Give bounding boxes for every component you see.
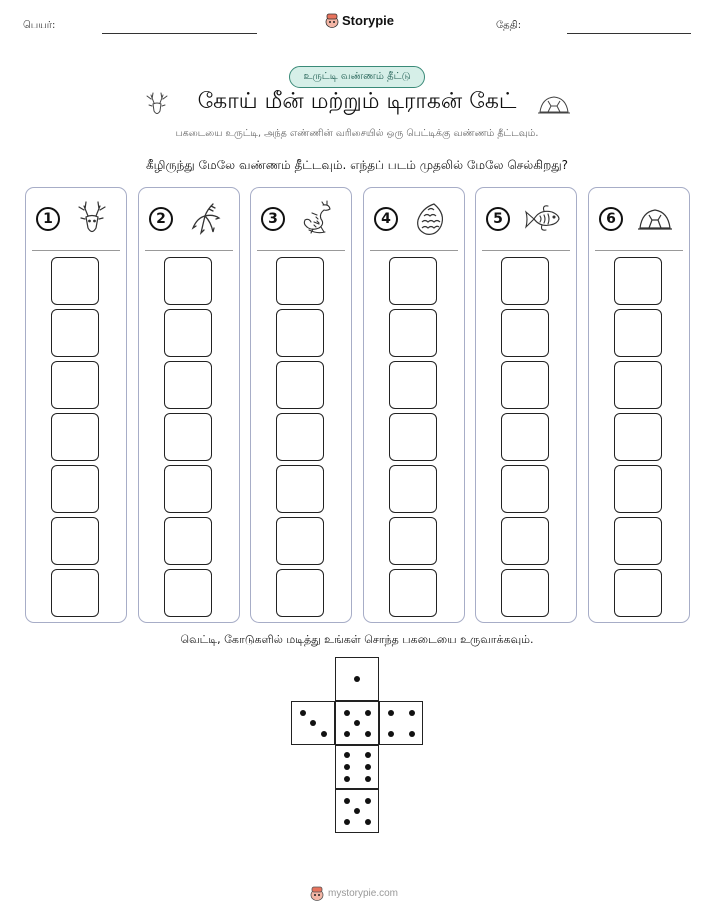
dice-pip xyxy=(409,710,415,716)
color-box[interactable] xyxy=(164,413,212,461)
color-box[interactable] xyxy=(51,257,99,305)
dice-pip xyxy=(344,752,350,758)
turtle-shell-icon xyxy=(635,200,675,238)
dice-pip xyxy=(365,776,371,782)
column-4 xyxy=(363,187,465,623)
column-divider xyxy=(595,250,683,251)
color-box[interactable] xyxy=(51,413,99,461)
page-title: கோய் மீன் மற்றும் டிராகன் கேட் xyxy=(197,89,517,114)
color-box[interactable] xyxy=(276,257,324,305)
footer-url[interactable]: mystorypie.com xyxy=(328,888,399,899)
column-2 xyxy=(138,187,240,623)
dice-pip xyxy=(388,710,394,716)
color-box[interactable] xyxy=(276,413,324,461)
dice-face-5 xyxy=(335,789,379,833)
dice-pip xyxy=(310,720,316,726)
color-box[interactable] xyxy=(389,309,437,357)
color-box[interactable] xyxy=(276,517,324,565)
dice-pip xyxy=(300,710,306,716)
name-line[interactable] xyxy=(102,33,257,34)
koi-fish-icon xyxy=(522,200,562,238)
dice-pip xyxy=(409,731,415,737)
dice-face-1 xyxy=(335,657,379,701)
column-6 xyxy=(588,187,690,623)
color-box[interactable] xyxy=(614,257,662,305)
dice-pip xyxy=(344,764,350,770)
dice-pip xyxy=(354,720,360,726)
dice-pip xyxy=(365,731,371,737)
column-number: 5 xyxy=(486,207,510,231)
color-box[interactable] xyxy=(501,517,549,565)
dice-pip xyxy=(365,798,371,804)
color-box[interactable] xyxy=(389,361,437,409)
column-5 xyxy=(475,187,577,623)
dice-pip xyxy=(365,764,371,770)
column-divider xyxy=(257,250,345,251)
dice-pip xyxy=(321,731,327,737)
dice-pip xyxy=(388,731,394,737)
color-box[interactable] xyxy=(389,517,437,565)
dice-pip xyxy=(344,776,350,782)
cut-instruction: வெட்டி, கோடுகளில் மடித்து உங்கள் சொந்த பகடையை உருவாக்கவும். xyxy=(180,633,534,646)
dice-pip xyxy=(365,752,371,758)
color-box[interactable] xyxy=(614,309,662,357)
color-box[interactable] xyxy=(501,257,549,305)
name-label: பெயர்: xyxy=(23,20,56,31)
color-box[interactable] xyxy=(51,465,99,513)
dice-face-5 xyxy=(335,701,379,745)
color-box[interactable] xyxy=(51,517,99,565)
storypie-mascot-icon xyxy=(310,886,324,901)
column-divider xyxy=(32,250,120,251)
dice-pip xyxy=(344,731,350,737)
color-box[interactable] xyxy=(164,309,212,357)
dice-face-6 xyxy=(335,745,379,789)
activity-tag: உருட்டி வண்ணம் தீட்டு xyxy=(289,66,425,88)
color-box[interactable] xyxy=(164,257,212,305)
color-box[interactable] xyxy=(389,257,437,305)
column-divider xyxy=(482,250,570,251)
column-divider xyxy=(145,250,233,251)
dice-pip xyxy=(365,819,371,825)
color-box[interactable] xyxy=(51,309,99,357)
color-box[interactable] xyxy=(276,465,324,513)
date-label: தேதி: xyxy=(496,20,522,31)
dice-pip xyxy=(365,710,371,716)
color-box[interactable] xyxy=(164,569,212,617)
dragon-scale-icon xyxy=(410,200,450,238)
color-box[interactable] xyxy=(614,361,662,409)
dice-pip xyxy=(354,808,360,814)
storypie-mascot-icon xyxy=(325,13,339,28)
dice-pip xyxy=(354,676,360,682)
dragon-icon xyxy=(297,200,337,238)
dragon-claw-icon xyxy=(185,200,225,238)
dice-face-3 xyxy=(291,701,335,745)
date-line[interactable] xyxy=(567,33,691,34)
brand-name: Storypie xyxy=(342,13,395,28)
color-box[interactable] xyxy=(501,465,549,513)
column-number: 1 xyxy=(36,207,60,231)
color-box[interactable] xyxy=(614,517,662,565)
subtitle: பகடையை உருட்டி, அந்த எண்ணின் வரிசையில் ஒரு பெட்டிக்கு வண்ணம் தீட்டவும். xyxy=(175,128,539,139)
color-box[interactable] xyxy=(276,309,324,357)
column-number: 4 xyxy=(374,207,398,231)
color-box[interactable] xyxy=(164,517,212,565)
column-3 xyxy=(250,187,352,623)
color-box[interactable] xyxy=(276,361,324,409)
dice-pip xyxy=(344,819,350,825)
dice-pip xyxy=(344,798,350,804)
dice-pip xyxy=(344,710,350,716)
column-number: 6 xyxy=(599,207,623,231)
color-box[interactable] xyxy=(51,569,99,617)
color-box[interactable] xyxy=(389,413,437,461)
color-box[interactable] xyxy=(164,465,212,513)
column-divider xyxy=(370,250,458,251)
column-number: 3 xyxy=(261,207,285,231)
brand-logo xyxy=(325,13,394,28)
color-box[interactable] xyxy=(501,309,549,357)
color-box[interactable] xyxy=(501,569,549,617)
color-box[interactable] xyxy=(614,465,662,513)
color-box[interactable] xyxy=(501,413,549,461)
column-number: 2 xyxy=(149,207,173,231)
color-box[interactable] xyxy=(501,361,549,409)
color-box[interactable] xyxy=(614,569,662,617)
deer-head-icon xyxy=(72,200,112,238)
turtle-shell-icon xyxy=(537,93,571,117)
column-1 xyxy=(25,187,127,623)
color-box[interactable] xyxy=(164,361,212,409)
color-box[interactable] xyxy=(614,413,662,461)
deer-head-icon xyxy=(145,91,171,119)
dice-face-4 xyxy=(379,701,423,745)
footer xyxy=(310,886,398,901)
color-box[interactable] xyxy=(51,361,99,409)
color-box[interactable] xyxy=(276,569,324,617)
color-box[interactable] xyxy=(389,465,437,513)
instruction: கீழிருந்து மேலே வண்ணம் தீட்டவும். எந்தப் படம் முதலில் மேலே செல்கிறது? xyxy=(145,158,569,172)
color-box[interactable] xyxy=(389,569,437,617)
